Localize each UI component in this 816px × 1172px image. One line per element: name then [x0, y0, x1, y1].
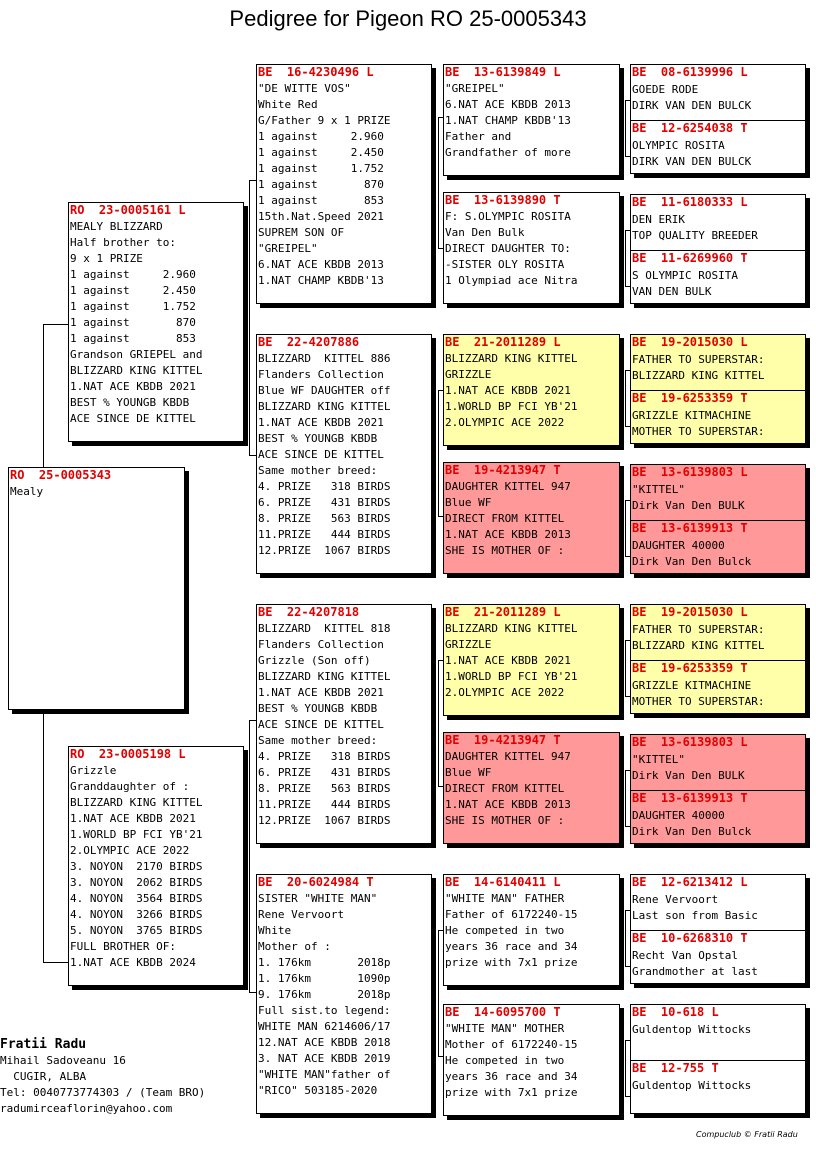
great-great-grandparent-card[interactable]	[631, 605, 805, 660]
info-line: 2.OLYMPIC ACE 2022	[445, 686, 565, 699]
connector	[438, 390, 439, 516]
pigeon-info	[69, 761, 243, 971]
great-great-grandparent-pair[interactable]	[630, 464, 806, 574]
connector	[249, 180, 250, 455]
info-line: G/Father 9 x 1 PRIZE	[258, 114, 391, 127]
great-great-grandparent-card[interactable]	[631, 1005, 805, 1060]
ring-number: BE 11-6180333 L	[632, 195, 748, 209]
info-line: 8. PRIZE 563 BIRDS	[258, 512, 391, 525]
info-line: BLIZZARD KITTEL 886	[258, 352, 391, 365]
info-line: "WHITE MAN" MOTHER	[445, 1022, 565, 1035]
ring-number: BE 16-4230496 L	[258, 65, 374, 79]
connector	[249, 720, 250, 992]
info-line: SISTER "WHITE MAN"	[258, 892, 378, 905]
info-line: 2.OLYMPIC ACE 2022	[70, 844, 190, 857]
info-line: BEST % YOUNGB KBDB	[258, 432, 378, 445]
info-line: ACE SINCE DE KITTEL	[258, 448, 384, 461]
info-line: BEST % YOUNGB KBDB	[70, 396, 190, 409]
info-line: -SISTER OLY ROSITA	[445, 258, 565, 271]
info-line: 1.WORLD BP FCI YB'21	[70, 828, 203, 841]
owner-name: Fratii Radu	[0, 1037, 87, 1052]
info-line: FATHER TO SUPERSTAR:	[632, 623, 765, 636]
info-line: 4. NOYON 3564 BIRDS	[70, 892, 203, 905]
info-line: Flanders Collection	[258, 368, 384, 381]
info-line: GOEDE RODE	[632, 83, 699, 96]
ring-number: BE 19-4213947 T	[445, 463, 561, 477]
info-line: Blue WF	[445, 496, 492, 509]
info-line: 12.PRIZE 1067 BIRDS	[258, 814, 391, 827]
great-great-grandparent-card[interactable]	[631, 875, 805, 930]
great-great-grandparent-card[interactable]	[631, 520, 805, 574]
info-line: WHITE MAN 6214606/17	[258, 1020, 391, 1033]
great-grandparent-card[interactable]	[443, 334, 620, 446]
info-line: ACE SINCE DE KITTEL	[70, 412, 196, 425]
info-line: Grizzle	[70, 764, 117, 777]
info-line: 1 against 2.450	[70, 284, 196, 297]
info-line: DIRECT FROM KITTEL	[445, 512, 565, 525]
pigeon-info	[444, 889, 619, 971]
ring-number: BE 19-2015030 L	[632, 335, 748, 349]
info-line: 1.NAT ACE KBDB 2021	[258, 686, 384, 699]
great-great-grandparent-card[interactable]	[631, 195, 805, 250]
pigeon-info	[631, 349, 805, 384]
info-line: 1.NAT ACE KBDB 2021	[70, 380, 196, 393]
info-line: Last son from Basic	[632, 909, 758, 922]
info-line: 1.WORLD BP FCI YB'21	[445, 400, 578, 413]
info-line: DAUGHTER KITTEL 947	[445, 480, 571, 493]
ring-number: BE 19-6253359 T	[632, 661, 748, 675]
info-line: 1 against 1.752	[70, 300, 196, 313]
info-line: 12.PRIZE 1067 BIRDS	[258, 544, 391, 557]
connector	[43, 324, 70, 325]
info-line: 12.NAT ACE KBDB 2018	[258, 1036, 391, 1049]
connector	[43, 962, 70, 963]
pigeon-info	[631, 619, 805, 654]
ring-number: BE 22-4207818	[258, 605, 360, 619]
info-line: 6. PRIZE 431 BIRDS	[258, 766, 391, 779]
info-line: GRIZZLE KITMACHINE	[632, 409, 752, 422]
connector	[625, 370, 626, 426]
great-grandparent-card[interactable]	[443, 732, 620, 844]
info-line: Rene Vervoort	[632, 893, 719, 906]
info-line: GRIZZLE KITMACHINE	[632, 679, 752, 692]
info-line: BLIZZARD KING KITTEL	[258, 400, 391, 413]
info-line: 2.OLYMPIC ACE 2022	[445, 416, 565, 429]
owner-phone: Tel: 0040773774303 / (Team BRO)	[0, 1086, 206, 1099]
pigeon-info	[257, 79, 431, 289]
info-line: Grandson GRIEPEL and	[70, 348, 203, 361]
great-great-grandparent-card[interactable]	[631, 465, 805, 520]
info-line: 1.WORLD BP FCI YB'21	[445, 670, 578, 683]
great-great-grandparent-pair[interactable]	[630, 734, 806, 844]
pigeon-info	[631, 749, 805, 784]
connector	[625, 100, 626, 156]
info-line: MOTHER TO SUPERSTAR:	[632, 695, 765, 708]
info-line: 1.NAT ACE KBDB 2021	[445, 654, 571, 667]
info-line: He competed in two	[445, 924, 565, 937]
connector	[625, 640, 626, 696]
pigeon-info	[444, 1019, 619, 1101]
info-line: 6.NAT ACE KBDB 2013	[258, 258, 384, 271]
ring-number: RO 25-0005343	[10, 468, 112, 482]
info-line: SHE IS MOTHER OF :	[445, 544, 565, 557]
great-great-grandparent-card[interactable]	[631, 390, 805, 444]
info-line: BLIZZARD KING KITTEL	[632, 369, 765, 382]
info-line: Grandfather of more	[445, 146, 571, 159]
ring-number: BE 11-6269960 T	[632, 251, 748, 265]
info-line: 1 against 2.450	[258, 146, 384, 159]
info-line: 6. PRIZE 431 BIRDS	[258, 496, 391, 509]
info-line: 6.NAT ACE KBDB 2013	[445, 98, 571, 111]
info-line: Grandmother at last	[632, 965, 758, 978]
info-line: VAN DEN BULK	[632, 285, 712, 298]
info-line: Blue WF DAUGHTER off	[258, 384, 391, 397]
info-line: GRIZZLE	[445, 368, 492, 381]
info-line: 1.NAT ACE KBDB 2024	[70, 956, 196, 969]
info-line: 1 against 2.960	[70, 268, 196, 281]
info-line: Guldentop Wittocks	[632, 1023, 752, 1036]
pigeon-info	[631, 479, 805, 514]
pigeon-info	[444, 349, 619, 431]
info-line: White	[258, 924, 292, 937]
info-line: S OLYMPIC ROSITA	[632, 269, 738, 282]
ring-number: RO 23-0005198 L	[70, 747, 186, 761]
info-line: Blue WF	[445, 766, 492, 779]
info-line: Mother of 6172240-15	[445, 1038, 578, 1051]
info-line: "GREIPEL"	[445, 82, 505, 95]
info-line: "KITTEL"	[632, 753, 685, 766]
info-line: years 36 race and 34	[445, 940, 578, 953]
pigeon-info	[631, 889, 805, 924]
info-line: 1.NAT ACE KBDB 2013	[445, 528, 571, 541]
great-great-grandparent-card[interactable]	[631, 735, 805, 790]
pigeon-info	[257, 889, 431, 1099]
pigeon-info	[631, 945, 805, 980]
great-great-grandparent-pair[interactable]	[630, 334, 806, 444]
info-line: He competed in two	[445, 1054, 565, 1067]
info-line: 4. PRIZE 318 BIRDS	[258, 750, 391, 763]
great-great-grandparent-pair[interactable]	[630, 64, 806, 174]
info-line: 1.NAT ACE KBDB 2021	[445, 384, 571, 397]
pigeon-info	[444, 477, 619, 559]
info-line: 1.NAT ACE KBDB 2013	[445, 798, 571, 811]
info-line: Dirk Van Den BULK	[632, 499, 745, 512]
info-line: "WHITE MAN" FATHER	[445, 892, 565, 905]
info-line: BLIZZARD KING KITTEL	[445, 622, 578, 635]
info-line: DAUGHTER 40000	[632, 539, 725, 552]
info-line: 15th.Nat.Speed 2021	[258, 210, 384, 223]
ring-number: BE 13-6139803 L	[632, 735, 748, 749]
great-great-grandparent-card[interactable]	[631, 250, 805, 304]
info-line: 1 Olympiad ace Nitra	[445, 274, 578, 287]
ring-number: BE 12-6213412 L	[632, 875, 748, 889]
info-line: MOTHER TO SUPERSTAR:	[632, 425, 765, 438]
info-line: 3. NAT ACE KBDB 2019	[258, 1052, 391, 1065]
info-line: "RICO" 503185-2020	[258, 1084, 378, 1097]
connector	[438, 660, 439, 786]
ring-number: BE 12-755 T	[632, 1061, 719, 1075]
info-line: Father of 6172240-15	[445, 908, 578, 921]
info-line: F: S.OLYMPIC ROSITA	[445, 210, 571, 223]
pigeon-info	[631, 209, 805, 244]
ring-number: BE 13-6139890 T	[445, 193, 561, 207]
great-grandparent-card[interactable]	[443, 874, 620, 986]
info-line: years 36 race and 34	[445, 1070, 578, 1083]
great-great-grandparent-card[interactable]	[631, 790, 805, 844]
info-line: 1 against 853	[258, 194, 384, 207]
pigeon-info	[631, 805, 805, 840]
ring-number: BE 21-2011289 L	[445, 605, 561, 619]
info-line: 9 x 1 PRIZE	[70, 252, 143, 265]
info-line: "DE WITTE VOS"	[258, 82, 351, 95]
info-line: 11.PRIZE 444 BIRDS	[258, 798, 391, 811]
info-line: BLIZZARD KING KITTEL	[258, 670, 391, 683]
great-great-grandparent-pair[interactable]	[630, 1004, 806, 1114]
pigeon-info	[444, 747, 619, 829]
info-line: DIRK VAN DEN BULCK	[632, 155, 752, 168]
info-line: BLIZZARD KING KITTEL	[70, 364, 203, 377]
connector	[625, 910, 626, 966]
ring-number: BE 13-6139913 T	[632, 791, 748, 805]
grandsire-paternal-card[interactable]	[256, 64, 432, 304]
info-line: DIRECT FROM KITTEL	[445, 782, 565, 795]
connector	[625, 770, 626, 826]
info-line: TOP QUALITY BREEDER	[632, 229, 758, 242]
pigeon-info	[444, 207, 619, 289]
pigeon-info	[631, 675, 805, 710]
info-line: Rene Vervoort	[258, 908, 345, 921]
ring-number: BE 14-6140411 L	[445, 875, 561, 889]
pigeon-info	[631, 135, 805, 170]
info-line: Mother of :	[258, 940, 331, 953]
great-grandparent-card[interactable]	[443, 64, 620, 176]
sire-card[interactable]	[68, 202, 244, 442]
pigeon-info	[631, 1075, 805, 1094]
great-great-grandparent-card[interactable]	[631, 1060, 805, 1114]
great-great-grandparent-card[interactable]	[631, 65, 805, 120]
subject-pigeon-card[interactable]	[8, 467, 185, 710]
connector	[625, 230, 626, 286]
granddam-maternal-card[interactable]	[256, 874, 432, 1114]
info-line: 1. 176km 1090p	[258, 972, 391, 985]
info-line: BEST % YOUNGB KBDB	[258, 702, 378, 715]
info-line: 1 against 870	[258, 178, 384, 191]
pigeon-info	[444, 619, 619, 701]
info-line: BLIZZARD KING KITTEL	[632, 639, 765, 652]
info-line: SUPREM SON OF	[258, 226, 345, 239]
great-great-grandparent-card[interactable]	[631, 660, 805, 714]
ring-number: BE 13-6139849 L	[445, 65, 561, 79]
great-grandparent-card[interactable]	[443, 192, 620, 304]
info-line: 1 against 870	[70, 316, 196, 329]
ring-number: BE 14-6095700 T	[445, 1005, 561, 1019]
info-line: 1.NAT CHAMP KBDB'13	[445, 114, 571, 127]
owner-email: radumirceaflorin@yahoo.com	[0, 1102, 173, 1115]
owner-city: CUGIR, ALBA	[0, 1070, 87, 1083]
great-grandparent-card[interactable]	[443, 1004, 620, 1116]
pigeon-info	[257, 619, 431, 829]
info-line: Full sist.to legend:	[258, 1004, 391, 1017]
info-line: Guldentop Wittocks	[632, 1079, 752, 1092]
ring-number: BE 19-2015030 L	[632, 605, 748, 619]
info-line: Mealy	[10, 485, 44, 498]
pigeon-info	[444, 79, 619, 161]
info-line: prize with 7x1 prize	[445, 1086, 578, 1099]
info-line: DIRK VAN DEN BULCK	[632, 99, 752, 112]
ring-number: BE 10-618 L	[632, 1005, 719, 1019]
info-line: OLYMPIC ROSITA	[632, 139, 725, 152]
connector	[625, 1040, 626, 1096]
info-line: 3. NOYON 2170 BIRDS	[70, 860, 203, 873]
pigeon-info	[631, 535, 805, 570]
info-line: BLIZZARD KING KITTEL	[70, 796, 203, 809]
info-line: 1.NAT ACE KBDB 2021	[70, 812, 196, 825]
connector	[438, 117, 439, 248]
pigeon-info	[631, 1019, 805, 1038]
ring-number: RO 23-0005161 L	[70, 203, 186, 217]
info-line: "WHITE MAN"father of	[258, 1068, 391, 1081]
ring-number: BE 21-2011289 L	[445, 335, 561, 349]
info-line: 4. PRIZE 318 BIRDS	[258, 480, 391, 493]
info-line: Dirk Van Den BULK	[632, 769, 745, 782]
info-line: FATHER TO SUPERSTAR:	[632, 353, 765, 366]
info-line: BLIZZARD KITTEL 818	[258, 622, 391, 635]
page-title: Pedigree for Pigeon RO 25-0005343	[229, 6, 587, 31]
pigeon-info	[631, 265, 805, 300]
ring-number: BE 13-6139913 T	[632, 521, 748, 535]
ring-number: BE 08-6139996 L	[632, 65, 748, 79]
info-line: 5. NOYON 3765 BIRDS	[70, 924, 203, 937]
great-great-grandparent-card[interactable]	[631, 930, 805, 984]
info-line: Grizzle (Son off)	[258, 654, 371, 667]
owner-info	[0, 1036, 205, 1117]
info-line: BLIZZARD KING KITTEL	[445, 352, 578, 365]
info-line: "GREIPEL"	[258, 242, 318, 255]
great-grandparent-card[interactable]	[443, 462, 620, 574]
info-line: 3. NOYON 2062 BIRDS	[70, 876, 203, 889]
granddam-paternal-card[interactable]	[256, 334, 432, 574]
ring-number: BE 22-4207886	[258, 335, 360, 349]
info-line: Same mother breed:	[258, 464, 378, 477]
info-line: Recht Van Opstal	[632, 949, 738, 962]
info-line: DAUGHTER 40000	[632, 809, 725, 822]
info-line: 8. PRIZE 563 BIRDS	[258, 782, 391, 795]
great-great-grandparent-pair[interactable]	[630, 604, 806, 714]
great-great-grandparent-pair[interactable]	[630, 874, 806, 984]
pigeon-info	[257, 349, 431, 559]
connector	[43, 712, 44, 962]
info-line: SHE IS MOTHER OF :	[445, 814, 565, 827]
info-line: prize with 7x1 prize	[445, 956, 578, 969]
info-line: DEN ERIK	[632, 213, 685, 226]
footer-copyright: Compuclub © Fratii Radu	[696, 1130, 798, 1139]
pigeon-info	[69, 217, 243, 427]
info-line: DAUGHTER KITTEL 947	[445, 750, 571, 763]
great-grandparent-card[interactable]	[443, 604, 620, 716]
info-line: FULL BROTHER OF:	[70, 940, 176, 953]
great-great-grandparent-card[interactable]	[631, 335, 805, 390]
info-line: 11.PRIZE 444 BIRDS	[258, 528, 391, 541]
info-line: DIRECT DAUGHTER TO:	[445, 242, 571, 255]
info-line: 1 against 853	[70, 332, 196, 345]
info-line: 9. 176km 2018p	[258, 988, 391, 1001]
info-line: Dirk Van Den Bulck	[632, 825, 752, 838]
info-line: Flanders Collection	[258, 638, 384, 651]
info-line: 1 against 1.752	[258, 162, 384, 175]
ring-number: BE 13-6139803 L	[632, 465, 748, 479]
info-line: Van Den Bulk	[445, 226, 525, 239]
info-line: 1.NAT CHAMP KBDB'13	[258, 274, 384, 287]
great-great-grandparent-card[interactable]	[631, 120, 805, 174]
connector	[438, 930, 439, 1056]
info-line: 1. 176km 2018p	[258, 956, 391, 969]
connector	[625, 500, 626, 556]
owner-address: Mihail Sadoveanu 16	[0, 1054, 126, 1067]
great-great-grandparent-pair[interactable]	[630, 194, 806, 304]
info-line: ACE SINCE DE KITTEL	[258, 718, 384, 731]
info-line: Father and	[445, 130, 512, 143]
grandsire-maternal-card[interactable]	[256, 604, 432, 844]
info-line: 1 against 2.960	[258, 130, 384, 143]
info-line: Dirk Van Den Bulck	[632, 555, 752, 568]
info-line: Granddaughter of :	[70, 780, 190, 793]
ring-number: BE 20-6024984 T	[258, 875, 374, 889]
info-line: 4. NOYON 3266 BIRDS	[70, 908, 203, 921]
info-line: Half brother to:	[70, 236, 176, 249]
info-line: 1.NAT ACE KBDB 2021	[258, 416, 384, 429]
dam-card[interactable]	[68, 746, 244, 986]
info-line: Same mother breed:	[258, 734, 378, 747]
pigeon-info	[9, 482, 184, 500]
ring-number: BE 19-6253359 T	[632, 391, 748, 405]
connector	[43, 324, 44, 470]
ring-number: BE 10-6268310 T	[632, 931, 748, 945]
ring-number: BE 12-6254038 T	[632, 121, 748, 135]
pigeon-info	[631, 405, 805, 440]
info-line: MEALY BLIZZARD	[70, 220, 163, 233]
info-line: GRIZZLE	[445, 638, 492, 651]
info-line: "KITTEL"	[632, 483, 685, 496]
ring-number: BE 19-4213947 T	[445, 733, 561, 747]
pigeon-info	[631, 79, 805, 114]
info-line: White Red	[258, 98, 318, 111]
